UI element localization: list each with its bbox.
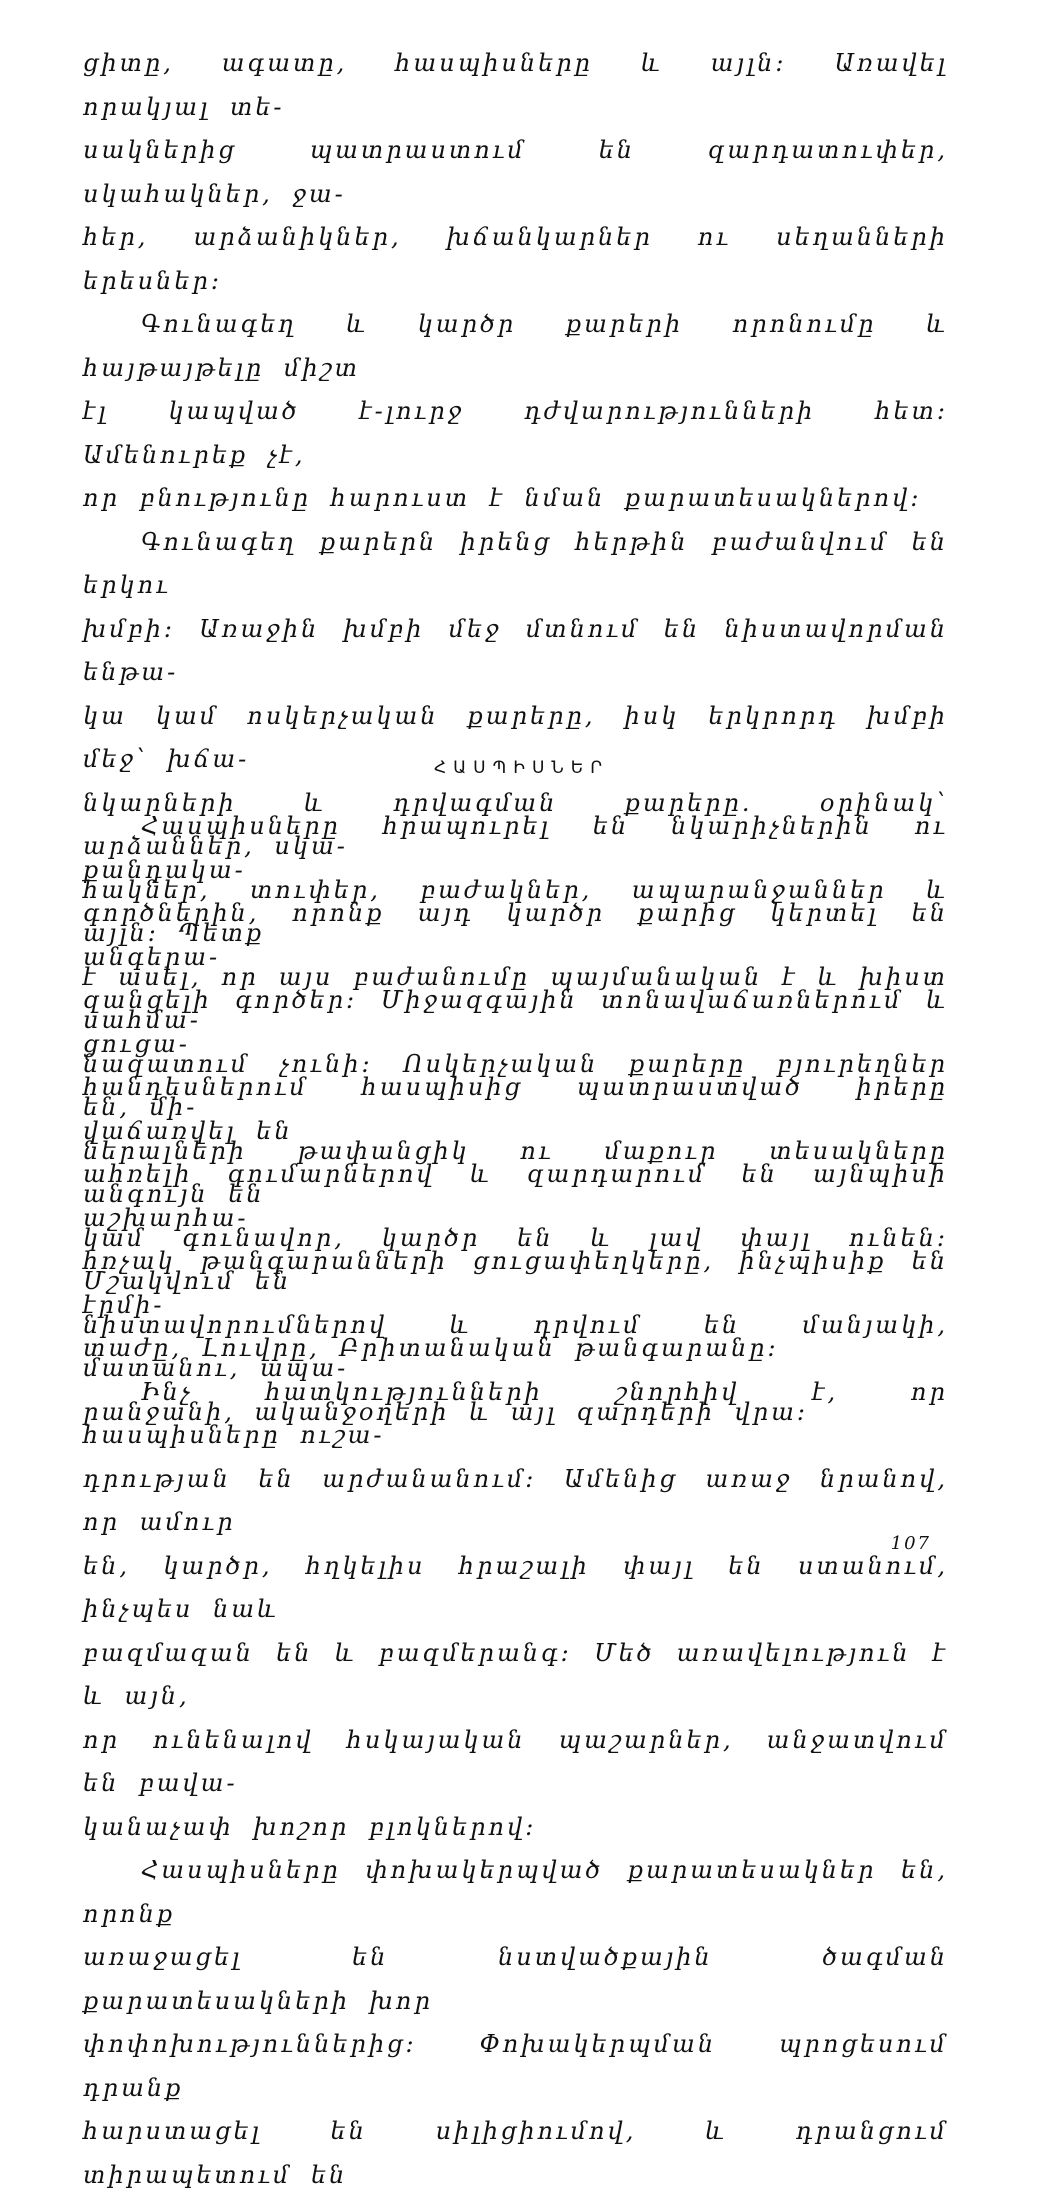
paragraph: Հասպիսները հրապուրել են նկարիչներին ու քանդակա- գործներին, որոնք այդ կարծր քարից կերտել են անգերա- զանցելի գործեր։ Միջազգային տոնավաճառներում և ցուցա- հանդեսներում հասպիսից պատրաստված իրերը վաճառվել են ահռելի գումարներով և զարդարում են այնպիսի աշխարհա- հռչակ թանգարանների ցուցափեղկերը, ինչպիսիք են էրմի- տաժը, Լուվրը, Բրիտանական թանգարանը։ xyxy=(83,812,948,1362)
section-heading: ՀԱՍՊԻՍՆԵՐ xyxy=(433,758,610,778)
paragraph: Գունագեղ քարերն իրենց հերթին բաժանվում են երկու խմբի։ Առաջին խմբի մեջ մտնում են նիստավորման ենթա- կա կամ ոսկերչական քարերը, իսկ երկրորդ խմբի մեջ՝ խճա- նկարների և դրվագման քարերը. օրինակ՝ արձաններ, սկա- հակներ, տուփեր, բաժակներ, ապարանջաններ և այլն։ Պետք է ասել, որ այս բաժանումը պայմանական է և խիստ սահմա- նազատում չունի։ Ոսկերչական քարերը բյուրեղներ են, մի- ներալների թափանցիկ ու մաքուր տեսակները անգույն են կամ գունավոր, կարծր են և լավ փայլ ունեն։ Մշակվում են նիստավորումներով և դրվում են մանյակի, մատանու, ապա- րանջանի, ականջօղերի և այլ զարդերի վրա։ xyxy=(83,527,948,1426)
paragraph: Հասպիսները փոխակերպված քարատեսակներ են, որոնք առաջացել են նստվածքային ծագման քարատեսակների խոր փոփոխություններից։ Փոխակերպման պրոցեսում դրանք հարստացել են սիլիցիումով, և դրանցում տիրապետում են xyxy=(83,1856,948,2189)
text-section-2 xyxy=(83,805,948,2197)
paragraph: Ինչ հատկությունների շնորհիվ է, որ հասպիսները ուշա- դրության են արժանանում։ Ամենից առաջ նրանով, որ ամուր են, կարծր, հղկելիս հրաշալի փայլ են ստանում, ինչպես նաև բազմազան են և բազմերանգ։ Մեծ առավելություն է և այն, որ ունենալով հսկայական պաշարներ, անջատվում են բավա- կանաչափ խոշոր բլոկներով։ xyxy=(83,1377,948,1841)
paragraph: Գունագեղ և կարծր քարերի որոնումը և հայթայթելը միշտ էլ կապված է-լուրջ դժվարությունների հետ։ Ամենուրեք չէ, որ բնությունը հարուստ է նման քարատեսակներով։ xyxy=(83,310,948,512)
page-number: 107 xyxy=(890,1533,931,1554)
paragraph: ցիտը, ագատը, հասպիսները և այլն։ Առավել որակյալ տե- սակներից պատրաստում են զարդատուփեր, սկահակներ, ջա- հեր, արձանիկներ, խճանկարներ ու սեղանների երեսներ։ xyxy=(83,49,948,295)
